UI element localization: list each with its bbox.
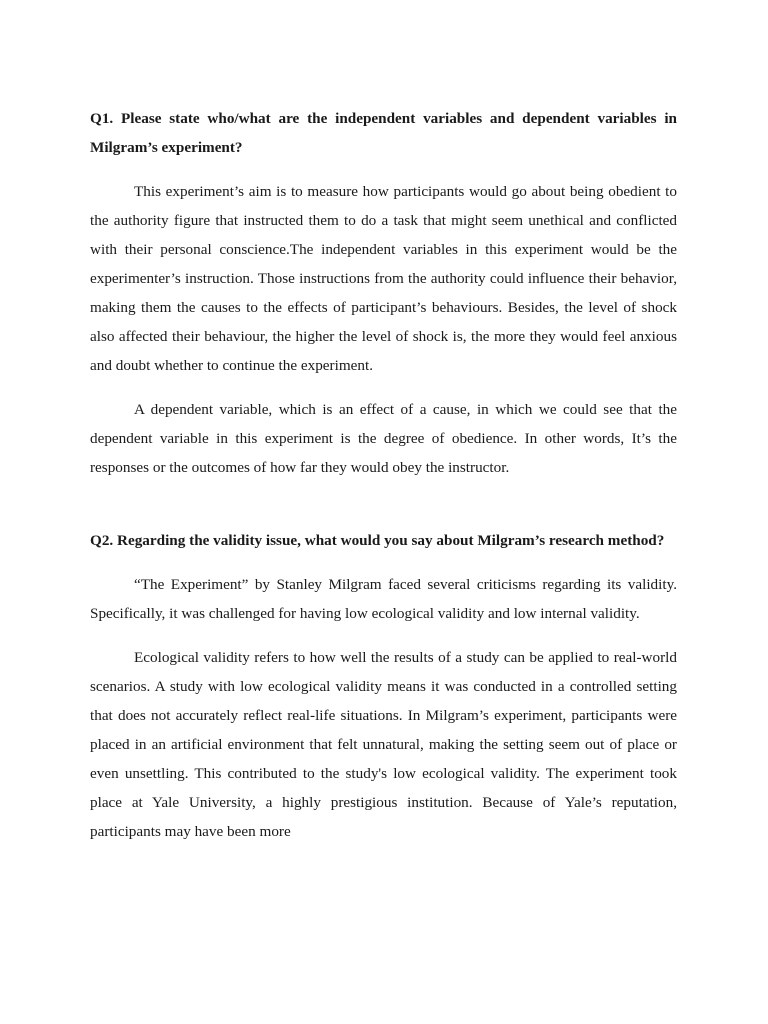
q1-paragraph-2: A dependent variable, which is an effect of a cause, in which we could see that the dependent variable in this experiment is the degree of obedience. In other words, It’s the responses or the outcomes of how far they would obey the instructor. [90,401,677,476]
question-1-heading: Q1. Please state who/what are the independent variables and dependent variables in Milgram’s experiment? [90,110,677,156]
q1-paragraph-1: This experiment’s aim is to measure how participants would go about being obedient to the authority figure that instructed them to do a task that might seem unethical and conflicted with their personal conscience.The independent variables in this experiment would be the experimenter’s instruction. Those instructions from the authority could influence their behavior, making them the causes to the effects of participant’s behaviours. Besides, the level of shock also affected their behaviour, the higher the level of shock is, the more they would feel anxious and doubt whether to continue the experiment. [90,183,677,374]
q2-paragraph-1: “The Experiment” by Stanley Milgram faced several criticisms regarding its validity. Specifically, it was challenged for having low ecological validity and low internal validity. [90,576,677,622]
q2-paragraph-2: Ecological validity refers to how well the results of a study can be applied to real-world scenarios. A study with low ecological validity means it was conducted in a controlled setting that does not accurately reflect real-life situations. In Milgram’s experiment, participants were placed in an artificial environment that felt unnatural, making the setting seem out of place or even unsettling. This contributed to the study's low ecological validity. The experiment took place at Yale University, a highly prestigious institution. Because of Yale’s reputation, participants may have been more [90,649,677,840]
document-page [90,104,677,846]
question-2-heading: Q2. Regarding the validity issue, what would you say about Milgram’s research method? [90,532,665,549]
